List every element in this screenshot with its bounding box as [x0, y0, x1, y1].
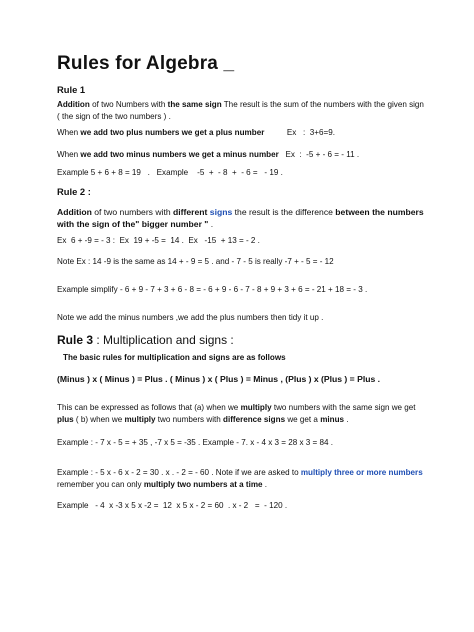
text: Ex : 3+6=9. [264, 128, 335, 137]
text-bold: we add two plus numbers we get a plus number [80, 128, 265, 137]
rule1-paragraph-1 [57, 99, 425, 122]
rule3-paragraph-1: The basic rules for multiplication and signs are as follows [63, 353, 286, 362]
text: Example : - 5 x - 6 x - 2 = 30 . x . - 2 = - 60 . Note if we are asked to [57, 468, 301, 477]
text: Ex : -5 + - 6 = - 11 . [278, 150, 360, 159]
text: This can be expressed as follows that (a) when we [57, 403, 241, 412]
text-bold: minus [320, 414, 345, 424]
rule2-paragraph-1 [57, 206, 425, 230]
text: . [344, 414, 349, 424]
rule3-heading [57, 333, 234, 347]
rule2-paragraph-3: Note Ex : 14 -9 is the same as 14 + - 9 = 5 . and - 7 - 5 is really -7 + - 5 = - 12 [57, 257, 334, 266]
text: we get a [285, 414, 321, 424]
rule2-paragraph-5: Note we add the minus numbers ,we add the plus numbers then tidy it up . [57, 313, 324, 322]
rule3-paragraph-4: Example : - 7 x - 5 = + 35 , -7 x 5 = -35 . Example - 7. x - 4 x 3 = 28 x 3 = 84 . [57, 438, 333, 447]
text-bold: multiply two numbers at a time [143, 479, 263, 489]
rule2-paragraph-4: Example simplify - 6 + 9 - 7 + 3 + 6 - 8 = - 6 + 9 - 6 - 7 - 8 + 9 + 3 + 6 = - 21 + 18 = - 3 . [57, 285, 368, 294]
rule1-heading: Rule 1 [57, 84, 86, 95]
text: of two Numbers with [89, 100, 168, 109]
text-bold: the same sign [167, 100, 222, 109]
document-title: Rules for Algebra _ [57, 53, 235, 74]
text-bold: Addition [57, 207, 92, 217]
text-bold: plus [57, 414, 74, 424]
text-bold: between the numbers with the sign of the" bigger number " [57, 207, 424, 229]
text: : Multiplication and signs : [93, 333, 234, 347]
rule3-paragraph-3 [57, 402, 425, 425]
text: remember you can only [57, 479, 144, 489]
text: When [57, 128, 81, 137]
text: two numbers with [155, 414, 223, 424]
text: the result is the difference [232, 207, 336, 217]
text-bold: we add two minus numbers we get a minus number [80, 150, 279, 159]
rule3-paragraph-2: (Minus ) x ( Minus ) = Plus . ( Minus ) x ( Plus ) = Minus , (Plus ) x (Plus ) = Plus . [57, 374, 381, 384]
text-highlight: signs [207, 207, 233, 217]
text: . [208, 219, 214, 229]
text-bold: multiply [240, 403, 272, 412]
text: ( b) when we [73, 414, 125, 424]
text-bold: Addition [57, 100, 90, 109]
text: two numbers with the same sign we get [271, 403, 416, 412]
text-highlight: multiply three or more numbers [300, 468, 423, 477]
text: When [57, 150, 81, 159]
rule2-heading: Rule 2 : [57, 186, 91, 197]
text-bold: multiply [124, 414, 156, 424]
text: The result is the sum of the numbers with the given sign ( the sign of the two numbers ) . [57, 100, 424, 121]
text-bold: Rule 3 [57, 333, 94, 347]
text-bold: difference signs [223, 414, 286, 424]
rule1-paragraph-3 [57, 149, 425, 161]
rule1-paragraph-4: Example 5 + 6 + 8 = 19 . Example -5 + - 8 + - 6 = - 19 . [57, 168, 283, 177]
rule2-paragraph-2: Ex 6 + -9 = - 3 : Ex 19 + -5 = 14 . Ex -15 + 13 = - 2 . [57, 236, 260, 245]
text: of two numbers with [91, 207, 174, 217]
rule3-paragraph-6: Example - 4 x -3 x 5 x -2 = 12 x 5 x - 2 = 60 . x - 2 = - 120 . [57, 501, 288, 510]
rule1-paragraph-2 [57, 127, 425, 139]
text-bold: different [173, 207, 208, 217]
text: . [262, 479, 268, 489]
rule3-paragraph-5 [57, 467, 425, 490]
